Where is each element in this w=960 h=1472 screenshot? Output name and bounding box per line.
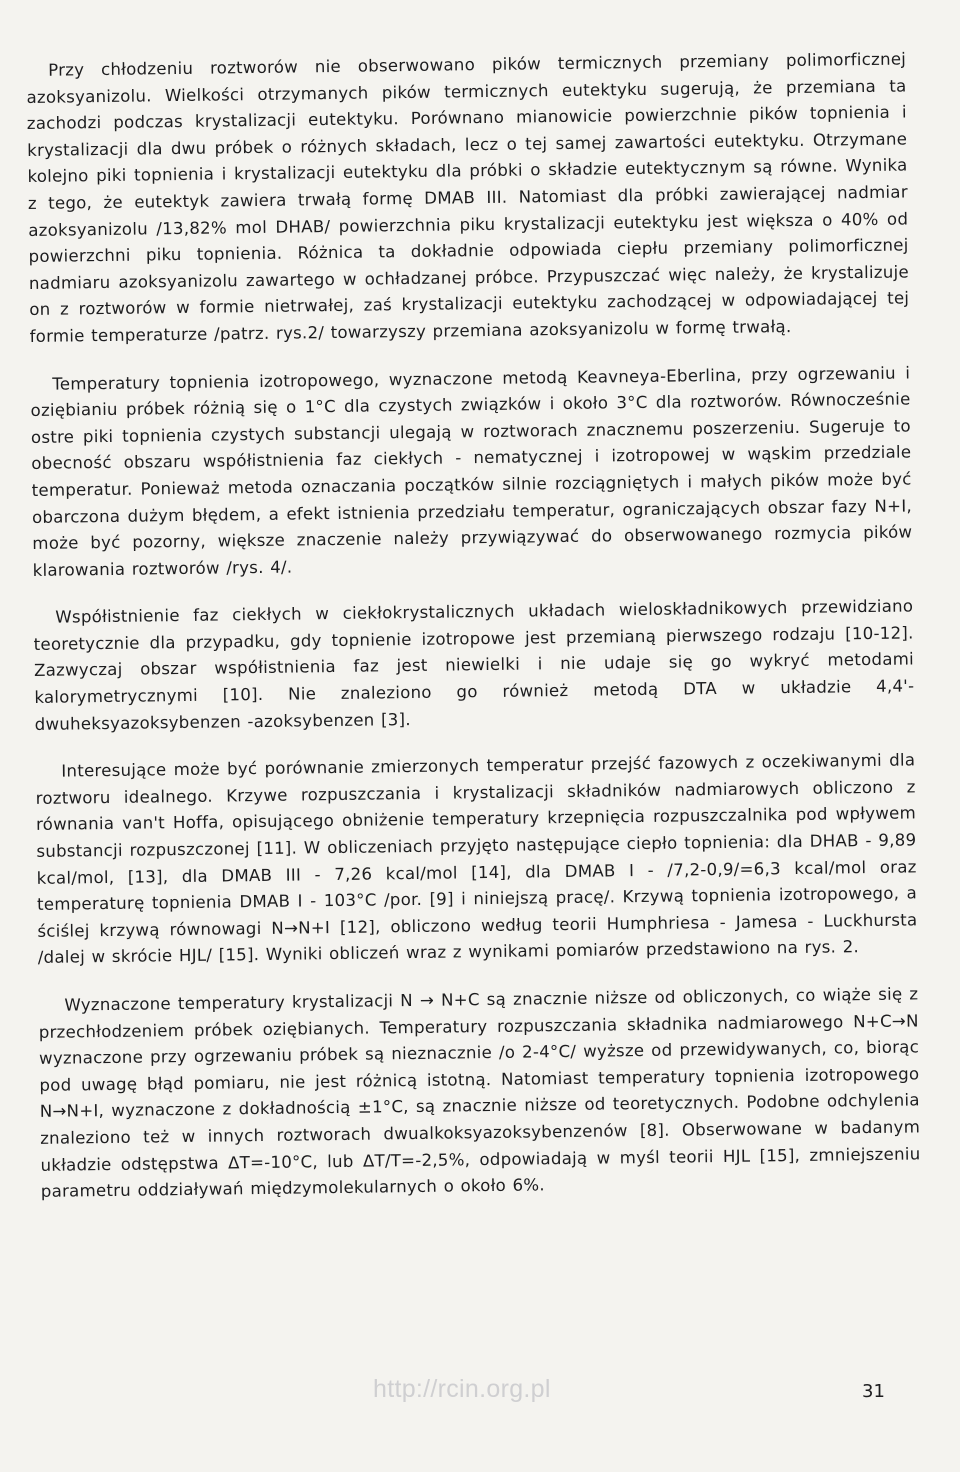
paragraph-3: Współistnienie faz ciekłych w ciekłokrystalicznych układach wieloskładnikowych przewidziano teoretycznie dla przypadku, gdy topnienie izotropowe jest przemianą pierwszego rodzaju [10-12]. Zazwyczaj obszar współistnienia faz jest niewielki i nie udaje się go wykryć metodami kalorymetrycznymi [10]. Nie znaleziono go również metodą DTA w układzie 4,4'-dwuheksyazoksybenzen -azoksybenzen [3]. <box>33 596 915 734</box>
paragraph-1: Przy chłodzeniu roztworów nie obserwowano pików termicznych przemiany polimorficznej azoksyanizolu. Wielkości otrzymanych pików termicznych eutektyku sugerują, że przemiana ta zachodzi podczas krystalizacji eutektyku. Porównano mianowicie powierzchnie pików topnienia i krystalizacji dla dwu próbek o różnych składach, lecz o tej samej zawartości eutektyku. Otrzymane kolejno piki topnienia i krystalizacji eutektyku dla próbki o składzie eutektycznym są równe. Wynika z tego, że eutektyk zawiera trwałą formę DMAB III. Natomiast dla próbki zawierającej nadmiar azoksyanizolu /13,82% mol DHAB/ powierzchnia piku krystalizacji eutektyku jest większa o 40% od powierzchni piku topnienia. Różnica ta dokładnie odpowiada ciepłu przemiany polimorficznej nadmiaru azoksyanizolu zawartego w ochładzanej próbce. Przypuszczać więc należy, że krystalizuje on z roztworów w formie nietrwałej, zaś krystalizacji eutektyku zachodzącej w odpowiadającej tej formie temperaturze /patrz. rys.2/ towarzyszy przemiana azoksyanizolu w formę trwałą. <box>26 49 910 346</box>
footer-url-watermark: http://rcin.org.pl <box>373 1375 551 1403</box>
paragraph-4: Interesujące może być porównanie zmierzonych temperatur przejść fazowych z oczekiwanymi dla roztworu idealnego. Krzywe rozpuszczania i krystalizacji składników nadmiarowych obliczono z równania van't Hoffa, opisującego obniżenie temperatury krzepnięcia rozpuszczalnika pod wpływem substancji rozpuszczonej [11]. W obliczeniach przyjęto następujące ciepło topnienia: dla DHAB - 9,89 kcal/mol, [13], dla DMAB III - 7,26 kcal/mol [14], dla DMAB I - /7,2-0,9/=6,3 kcal/mol oraz temperaturę topnienia DMAB I - 103°C /por. [9] i niniejszą pracę/. Krzywą topnienia izotropowego, a ściślej krzywą równowagi N→N+I [12], obliczono według teorii Humphriesa - Jamesa - Luckhursta /dalej w skrócie HJL/ [15]. Wyniki obliczeń wraz z wynikami pomiarów przedstawiono na rys. 2. <box>35 750 918 968</box>
page-number: 31 <box>862 1381 885 1402</box>
paragraph-5: Wyznaczone temperatury krystalizacji N → N+C są znacznie niższe od obliczonych, co wiąże się z przechłodzeniem próbek oziębianych. Temperatury rozpuszczania składnika nadmiarowego N+C→N wyznaczone przy ogrzewaniu próbek są nieznacznie /o 2-4°C/ wyższe od przewidywanych, co, biorąc pod uwagę błąd pomiaru, nie jest różnicą istotną. Natomiast temperatury topnienia izotropowego N→N+I, wyznaczone z dokładnością ±1°C, są znacznie niższe od teoretycznych. Podobne odchylenia znaleziono też w innych roztworach dwualkoksyazoksybenzenów [8]. Obserwowane w badanym układzie odstępstwa ΔT=-10°C, lub ΔT/T=-2,5%, odpowiadają w myśl teorii HJL [15], zmniejszeniu parametru oddziaływań międzymolekularnych o około 6%. <box>38 984 921 1202</box>
body-text <box>26 46 921 1205</box>
paragraph-2: Temperatury topnienia izotropowego, wyznaczone metodą Keavneya-Eberlina, przy ogrzewaniu i oziębianiu próbek różnią się o 1°C dla czystych związków i około 3°C dla roztworów. Równocześnie ostre piki topnienia czystych substancji ulegają w roztworach znacznemu poszerzeniu. Sugeruje to obecność obszaru współistnienia faz ciekłych - nematycznej i izotropowej w wąskim przedziale temperatur. Ponieważ metoda oznaczania początków silnie rozciągniętych i małych pików może być obarczona dużym błędem, a efekt istnienia przedziału temperatur, ograniczających obszar fazy N+I, może być pozorny, większe znaczenie należy przywiązywać do obserwowanego rozmycia pików klarowania roztworów /rys. 4/. <box>30 362 913 580</box>
